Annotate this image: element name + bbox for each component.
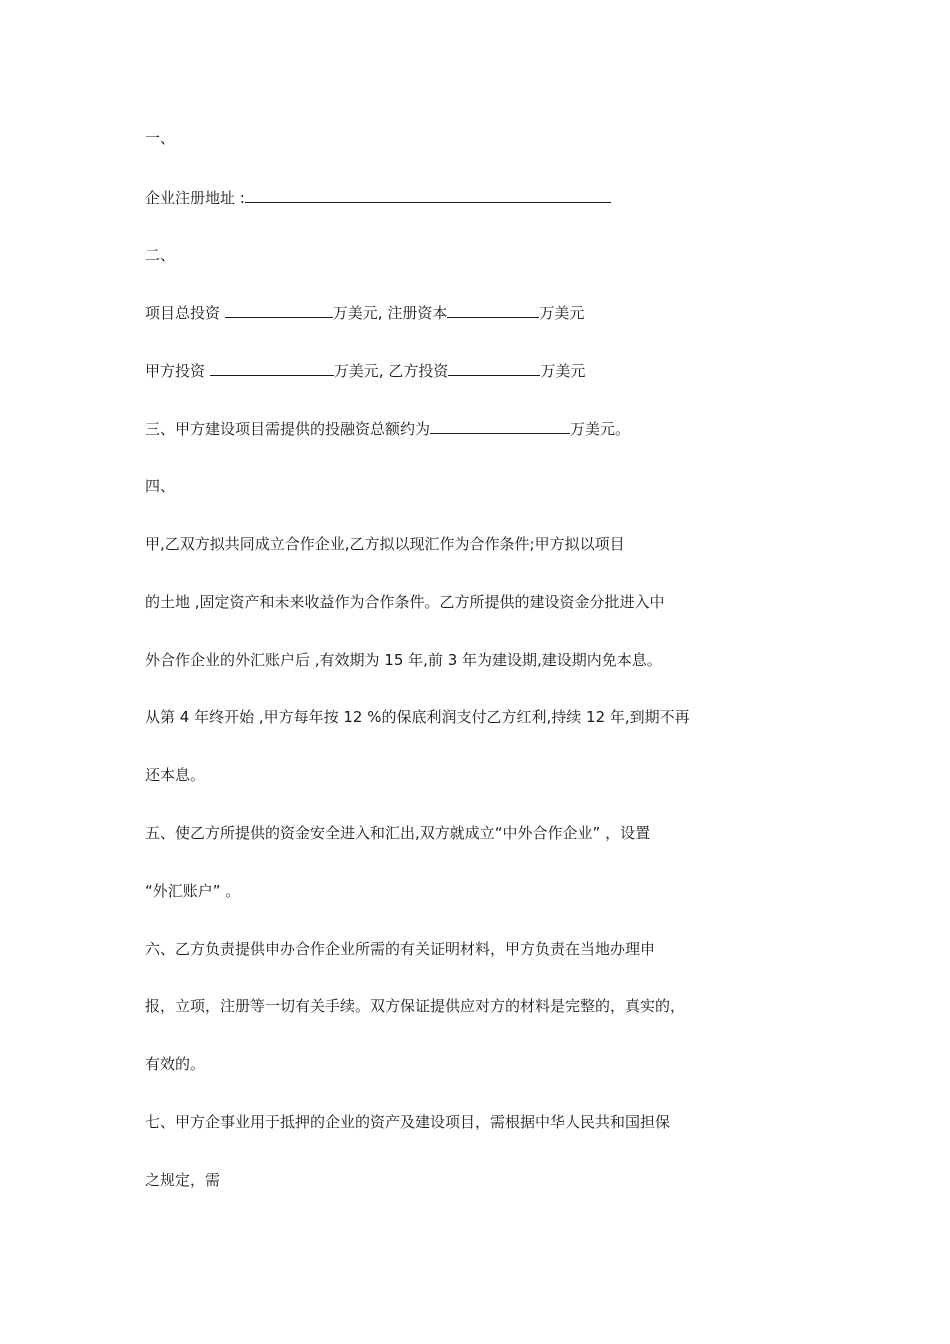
total-investment-line [145, 302, 584, 323]
section-1-heading: 一、 [145, 129, 176, 147]
party-b-investment-blank [448, 360, 540, 376]
section-5-line-1: 五、使乙方所提供的资金安全进入和汇出,双方就成立“中外合作企业” ，设置 [145, 824, 651, 842]
section-2-heading: 二、 [145, 246, 176, 264]
section-4-line-2: 的土地 ,固定资产和未来收益作为合作条件。乙方所提供的建设资金分批进入中 [145, 593, 665, 611]
section-4-line-1: 甲,乙双方拟共同成立合作企业,乙方拟以现汇作为合作条件;甲方拟以项目 [145, 535, 625, 553]
total-investment-label: 项目总投资 [145, 304, 225, 322]
section-5-line-2: “外汇账户” 。 [145, 882, 241, 900]
party-a-investment-label: 甲方投资 [145, 362, 210, 380]
total-investment-blank [225, 302, 333, 318]
registered-address-line [145, 187, 611, 208]
section-7-line-2: 之规定，需 [145, 1171, 221, 1189]
section-4-line-4: 从第 4 年终开始 ,甲方每年按 12 %的保底利润支付乙方红利,持续 12 年,到期不再 [145, 708, 690, 726]
financing-amount-blank [430, 418, 570, 434]
section-6-line-2: 报，立项，注册等一切有关手续。双方保证提供应对方的材料是完整的，真实的， [145, 997, 686, 1015]
section-3-text: 三、甲方建设项目需提供的投融资总额约为 [145, 420, 431, 438]
section-4-line-3: 外合作企业的外汇账户后 ,有效期为 15 年,前 3 年为建设期,建设期内免本息。 [145, 651, 662, 669]
registered-address-label: 企业注册地址 : [145, 189, 245, 207]
party-a-investment-unit: 万美元, 乙方投资 [333, 362, 449, 380]
section-6-line-3: 有效的。 [145, 1055, 206, 1073]
registered-address-blank [245, 187, 611, 203]
registered-capital-blank [447, 302, 539, 318]
section-4-line-5: 还本息。 [145, 766, 206, 784]
party-b-investment-unit: 万美元 [540, 362, 586, 380]
section-3-unit: 万美元。 [570, 420, 631, 438]
party-a-investment-blank [210, 360, 334, 376]
section-3-line [145, 418, 630, 439]
section-6-line-1: 六、乙方负责提供申办合作企业所需的有关证明材料，甲方负责在当地办理申 [145, 940, 656, 958]
registered-capital-unit: 万美元 [539, 304, 585, 322]
total-investment-unit: 万美元, 注册资本 [332, 304, 448, 322]
party-investment-line [145, 360, 585, 381]
section-7-line-1: 七、甲方企事业用于抵押的企业的资产及建设项目，需根据中华人民共和国担保 [145, 1113, 671, 1131]
section-4-heading: 四、 [145, 477, 176, 495]
